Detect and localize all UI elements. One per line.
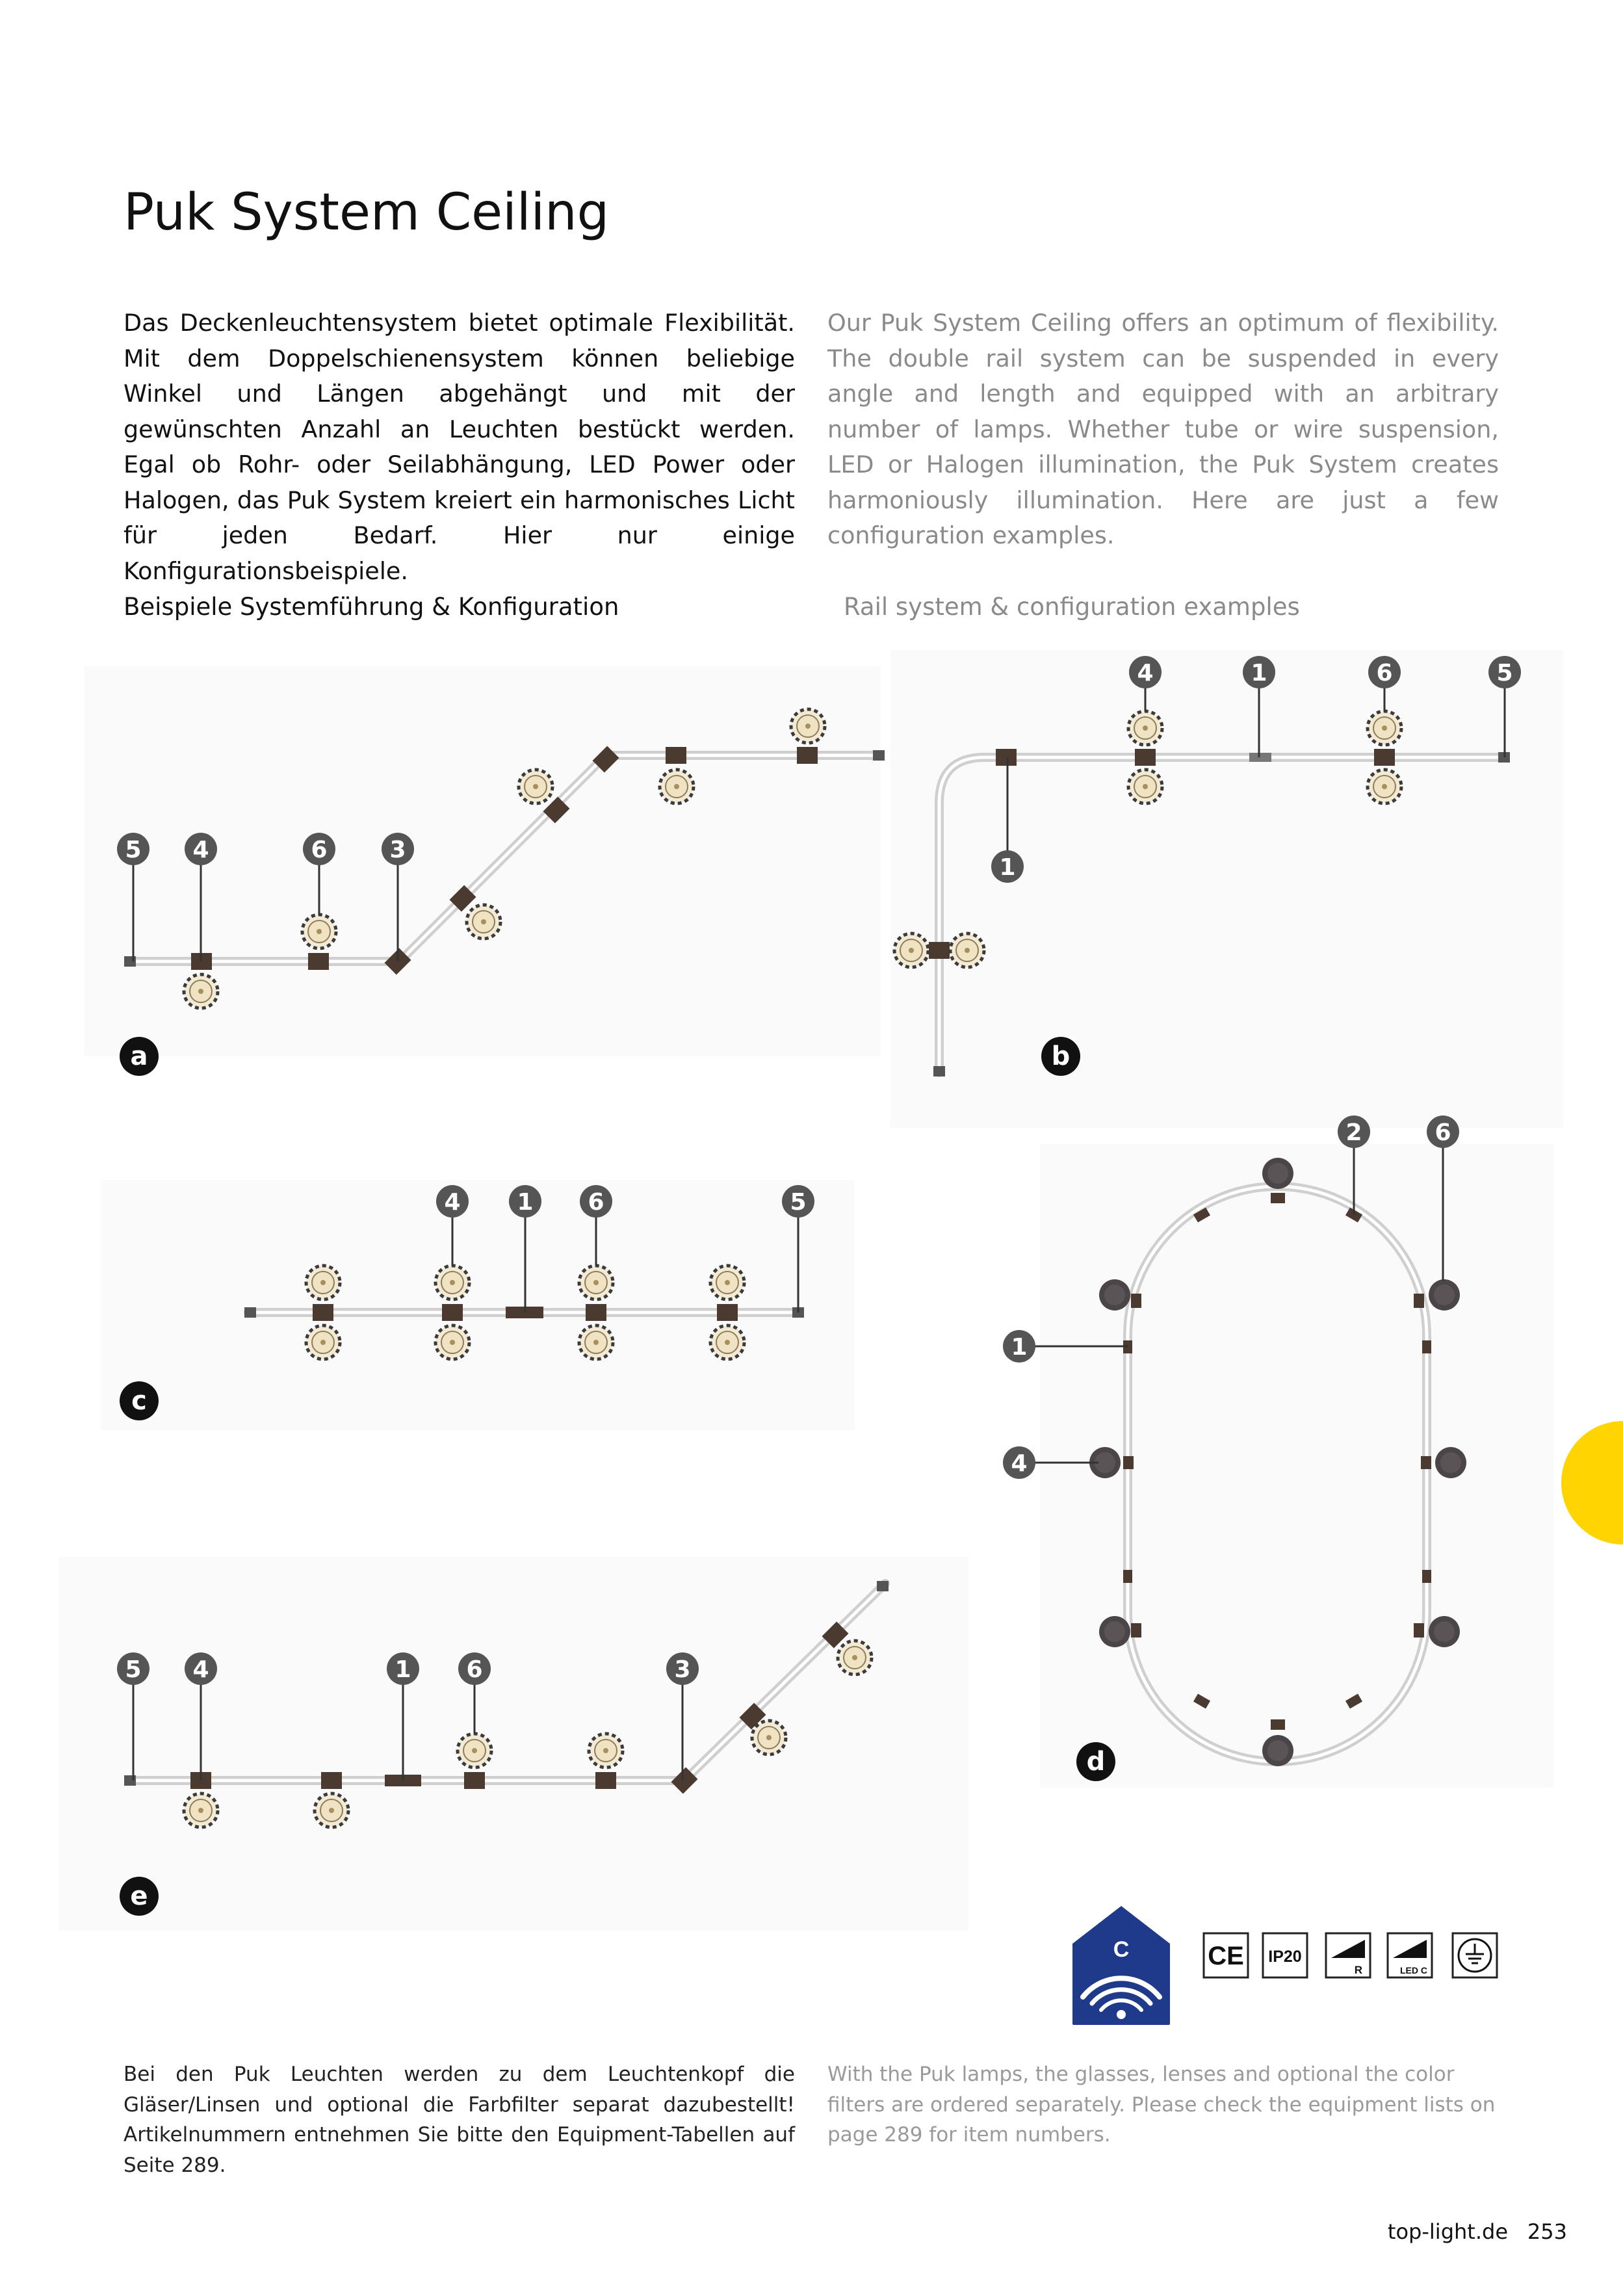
callout-b-5: 1 xyxy=(999,854,1016,881)
diagram-label-c: c xyxy=(131,1386,147,1416)
control-c-badge-icon xyxy=(1072,1906,1170,2025)
diagram-label-d: d xyxy=(1086,1747,1106,1777)
callout-e-4: 6 xyxy=(466,1656,483,1683)
callout-c-2: 1 xyxy=(517,1189,534,1216)
callout-e-5: 3 xyxy=(674,1656,691,1683)
page-title: Puk System Ceiling xyxy=(123,183,610,242)
badge-letter: C xyxy=(1113,1937,1130,1962)
ip20-icon xyxy=(1263,1933,1307,1977)
callout-b-4: 5 xyxy=(1496,660,1513,686)
callout-b-1: 4 xyxy=(1137,660,1154,686)
callout-d-1: 2 xyxy=(1345,1119,1362,1146)
subheading-english: Rail system & configuration examples xyxy=(844,593,1300,621)
callout-b-3: 6 xyxy=(1376,660,1393,686)
callout-a-4: 3 xyxy=(389,837,406,863)
callout-e-1: 5 xyxy=(125,1656,142,1683)
note-english: With the Puk lamps, the glasses, lenses and optional the color filters are ordered separately. Please check the equipment lists on page 289 for item numbers. xyxy=(827,2063,1496,2146)
r-mark-text: R xyxy=(1354,1964,1362,1976)
ledc-mark-text: LED C xyxy=(1400,1965,1427,1976)
callout-c-4: 5 xyxy=(790,1189,807,1216)
footer-website: top-light.de xyxy=(1387,2219,1508,2244)
callout-e-3: 1 xyxy=(395,1656,411,1683)
callout-d-2: 6 xyxy=(1435,1119,1451,1146)
diagram-label-b: b xyxy=(1051,1041,1071,1071)
ce-text: CE xyxy=(1208,1942,1244,1970)
callout-a-1: 5 xyxy=(125,837,142,863)
callout-d-3: 1 xyxy=(1011,1334,1028,1361)
protective-earth-icon xyxy=(1453,1933,1497,1977)
subheading-german: Beispiele Systemführung & Konfiguration xyxy=(123,593,619,621)
callout-e-2: 4 xyxy=(192,1656,209,1683)
dimmable-led-c-icon xyxy=(1388,1933,1432,1977)
callout-c-1: 4 xyxy=(444,1189,461,1216)
callout-b-2: 1 xyxy=(1251,660,1267,686)
diagram-label-a: a xyxy=(130,1041,148,1071)
callout-a-3: 6 xyxy=(311,837,328,863)
page-number: 253 xyxy=(1527,2219,1567,2244)
intro-english: Our Puk System Ceiling offers an optimum of flexibility. The double rail system can be suspended in every angle and length and equipped with an arbitrary number of lamps. Whether tube or wire suspension, LED or Halogen illumination, the Puk System creates harmoniously illumination. Here are just a few configuration examples. xyxy=(827,309,1499,549)
callout-d-4: 4 xyxy=(1011,1450,1028,1477)
diagram-label-e: e xyxy=(130,1881,148,1911)
dimmable-r-icon xyxy=(1326,1933,1370,1977)
callout-c-3: 6 xyxy=(588,1189,604,1216)
ip-text: IP20 xyxy=(1268,1948,1302,1966)
ce-mark-icon xyxy=(1204,1933,1248,1977)
note-german: Bei den Puk Leuchten werden zu dem Leuchtenkopf die Gläser/Linsen und optional die Farbfilter separat dazubestellt! Artikelnummern entnehmen Sie bitte den Equipment-Tabellen auf Seite 289. xyxy=(123,2063,795,2177)
intro-german: Das Deckenleuchtensystem bietet optimale Flexibilität. Mit dem Doppelschienensystem können beliebige Winkel und Längen abgehängt und mit der gewünschten Anzahl an Leuchten bestückt werden. Egal ob Rohr- oder Seilabhängung, LED Power oder Halogen, das Puk System kreiert ein harmonisches Licht für jeden Bedarf. Hier nur einige Konfigurationsbeispiele. xyxy=(123,309,795,585)
callout-a-2: 4 xyxy=(192,837,209,863)
